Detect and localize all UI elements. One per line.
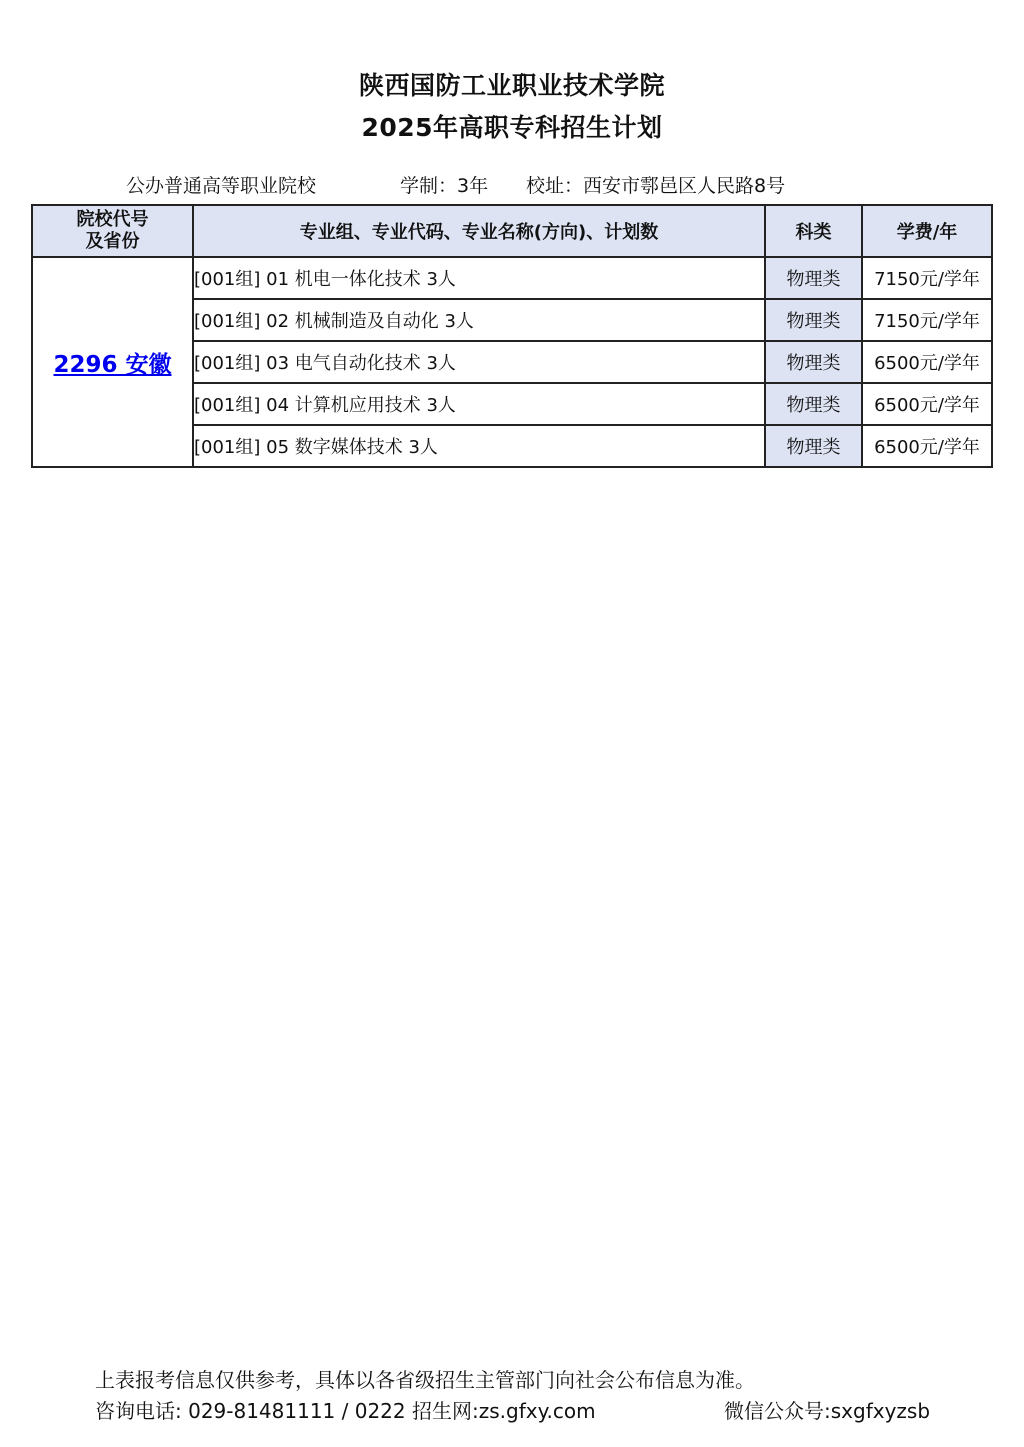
- address-text: 校址：西安市鄠邑区人民路8号: [526, 175, 786, 197]
- school-type-text: 公办普通高等职业院校: [126, 175, 317, 197]
- major-cell: [001组] 03 电气自动化技术 3人: [193, 341, 765, 383]
- enrollment-plan-table: [31, 204, 993, 468]
- fee-cell: 7150元/学年: [862, 257, 992, 299]
- contact-info: 咨询电话: 029-81481111 / 0222 招生网:zs.gfxy.com: [95, 1399, 596, 1423]
- table-row: [32, 257, 992, 299]
- column-header-subject: 科类: [765, 205, 862, 257]
- fee-cell: 6500元/学年: [862, 425, 992, 467]
- table-header-row: [32, 205, 992, 257]
- subject-cell: 物理类: [765, 383, 862, 425]
- fee-cell: 7150元/学年: [862, 299, 992, 341]
- school-code-link[interactable]: 2296 安徽: [53, 351, 172, 378]
- school-code-cell: [32, 257, 193, 467]
- disclaimer-note: 上表报考信息仅供参考，具体以各省级招生主管部门向社会公布信息为准。: [95, 1368, 755, 1392]
- subject-cell: 物理类: [765, 425, 862, 467]
- major-cell: [001组] 04 计算机应用技术 3人: [193, 383, 765, 425]
- column-header-major: 专业组、专业代码、专业名称(方向)、计划数: [193, 205, 765, 257]
- major-cell: [001组] 01 机电一体化技术 3人: [193, 257, 765, 299]
- fee-cell: 6500元/学年: [862, 383, 992, 425]
- column-header-school-code-line1: 院校代号: [76, 209, 149, 230]
- subject-cell: 物理类: [765, 299, 862, 341]
- subject-cell: 物理类: [765, 257, 862, 299]
- major-cell: [001组] 05 数字媒体技术 3人: [193, 425, 765, 467]
- column-header-school-code-line2: 及省份: [85, 231, 140, 252]
- column-header-fee: 学费/年: [862, 205, 992, 257]
- school-name-title: 陕西国防工业职业技术学院: [358, 71, 665, 100]
- major-cell: [001组] 02 机械制造及自动化 3人: [193, 299, 765, 341]
- wechat-account: 微信公众号:sxgfxyzsb: [724, 1399, 931, 1423]
- fee-cell: 6500元/学年: [862, 341, 992, 383]
- subject-cell: 物理类: [765, 341, 862, 383]
- duration-text: 学制：3年: [400, 175, 489, 197]
- plan-title: 2025年高职专科招生计划: [361, 113, 663, 142]
- column-header-school-code: [32, 205, 193, 257]
